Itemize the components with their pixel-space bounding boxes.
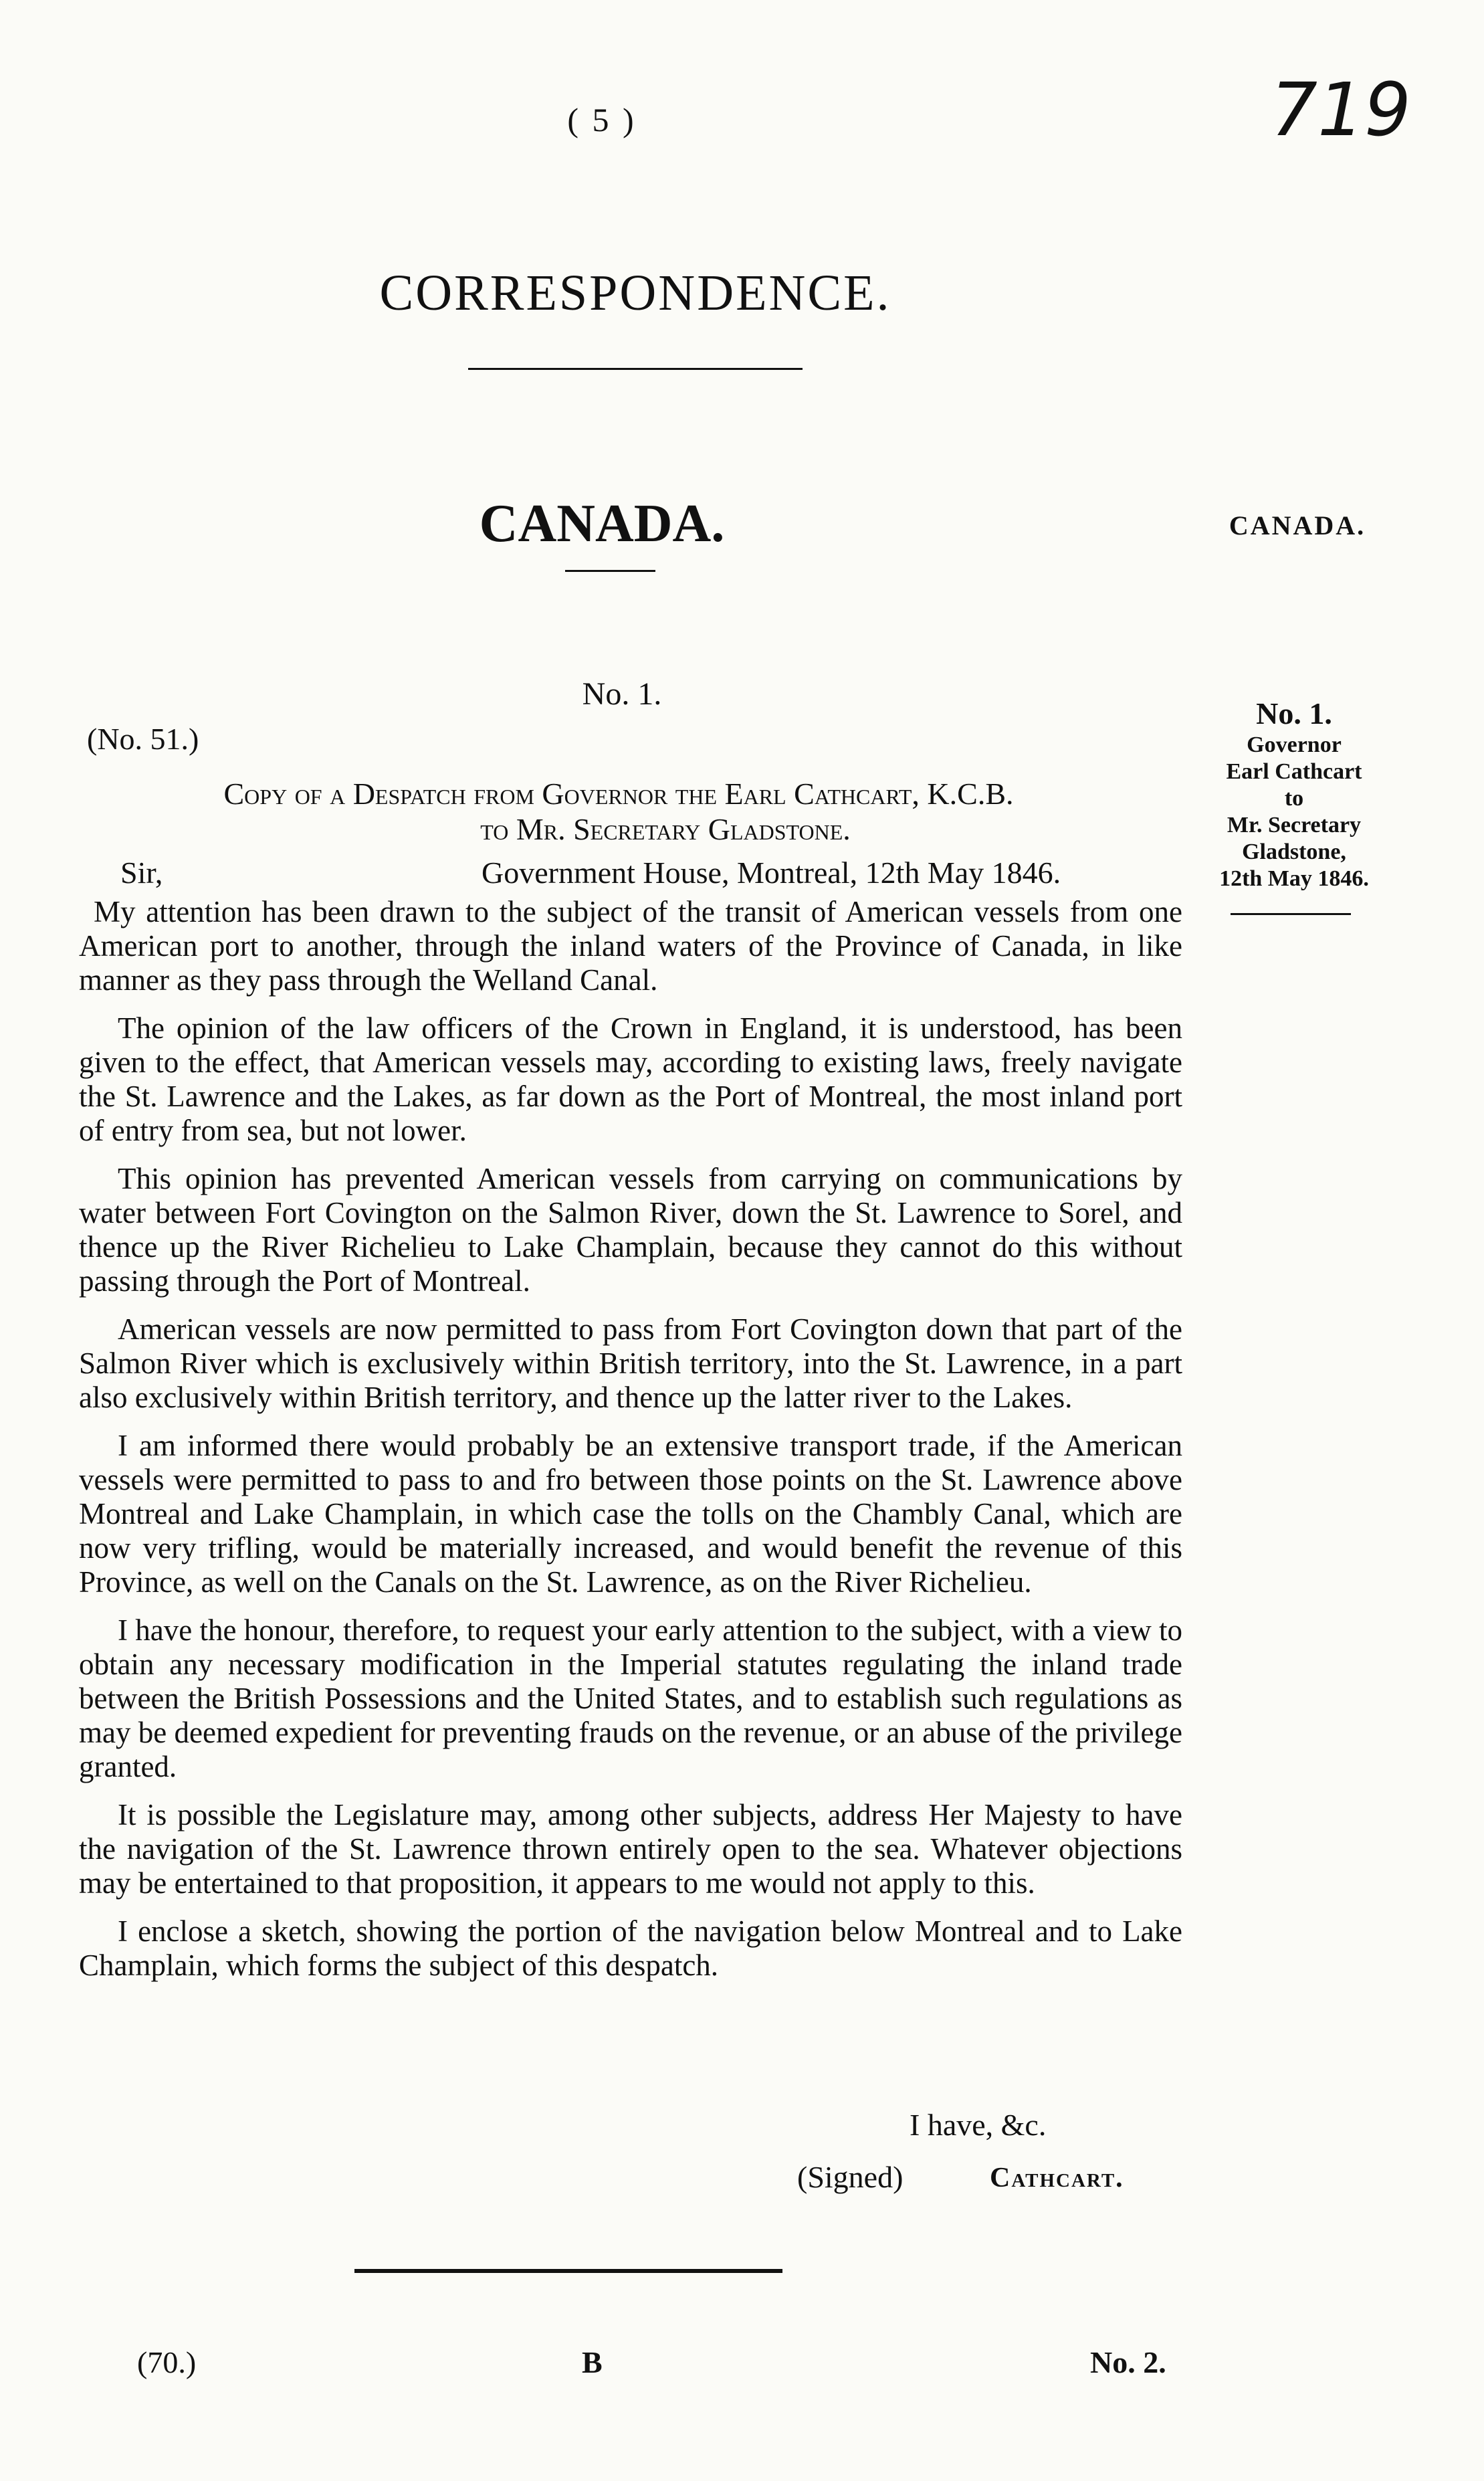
margin-note-line: 12th May 1846. (1219, 866, 1369, 891)
copy-line-1: Copy of a Despatch from Governor the Earl Cathcart, K.C.B. (223, 777, 1014, 811)
margin-note-number: No. 1. (1256, 696, 1332, 730)
page-heading: CORRESPONDENCE. (379, 265, 891, 321)
margin-note-line: to (1284, 786, 1304, 811)
closing-rule (354, 2269, 782, 2273)
paragraph: I am informed there would probably be an extensive transport trade, if the American vessels were permitted to pass to and fro between those points on the St. Lawrence above Montreal and Lake Champlain, in which case the tolls on the Chambly Canal, which are now very trifling, would be materially increased, and would benefit the revenue of this Province, as well on the Canals on the St. Lawrence, as on the River Richelieu. (79, 1429, 1182, 1599)
margin-note-line: Mr. Secretary (1227, 813, 1362, 837)
paragraph: American vessels are now permitted to pass from Fort Covington down that part of the Salmon River which is exclusively within British territory, into the St. Lawrence, in a part also exclusively within British territory, and thence up the latter river to the Lakes. (79, 1312, 1182, 1414)
despatch-body (79, 895, 1182, 1997)
paragraph: It is possible the Legislature may, among other subjects, address Her Majesty to have the navigation of the St. Lawrence thrown entirely open to the sea. Whatever objections may be entertained to that proposition, it appears to me would not apply to this. (79, 1798, 1182, 1900)
paragraph: The opinion of the law officers of the Crown in England, it is understood, has been given to the effect, that American vessels may, according to existing laws, freely navigate the St. Lawrence and the Lakes, as far down as the Port of Montreal, the most inland port of entry from sea, but not lower. (79, 1011, 1182, 1147)
margin-note-line: Earl Cathcart (1226, 759, 1362, 784)
heading-rule (468, 368, 803, 370)
paragraph: This opinion has prevented American vessels from carrying on communications by water between Fort Covington on the Salmon River, down the St. Lawrence to Sorel, and thence up the River Richelieu to Lake Champlain, because they cannot do this without passing through the Port of Montreal. (79, 1162, 1182, 1298)
copy-line-2: to Mr. Secretary Gladstone. (480, 812, 851, 846)
margin-note-rule (1231, 913, 1351, 915)
margin-note (1204, 696, 1384, 892)
footer-catchword: No. 2. (1090, 2345, 1166, 2379)
footer-signature-mark: B (582, 2345, 603, 2379)
signed-label: (Signed) (797, 2160, 904, 2194)
section-rule (565, 570, 655, 572)
despatch-reference: (No. 51.) (87, 722, 199, 756)
page-number: ( 5 ) (567, 101, 637, 138)
despatch-copy-title (100, 776, 1137, 847)
paragraph: My attention has been drawn to the subject of the transit of American vessels from one American port to another, through the inland waters of the Province of Canada, in like manner as they pass through the Welland Canal. (79, 895, 1182, 997)
closing-line: I have, &c. (910, 2108, 1047, 2142)
margin-note-line: Governor (1247, 732, 1342, 757)
section-title: CANADA. (479, 494, 725, 553)
place-date: Government House, Montreal, 12th May 1846. (482, 856, 1061, 890)
signer-name: Cathcart. (990, 2163, 1124, 2193)
footer-print-number: (70.) (137, 2345, 197, 2379)
margin-section-title: CANADA. (1229, 510, 1366, 540)
despatch-number: No. 1. (582, 676, 662, 712)
paragraph: I have the honour, therefore, to request your early attention to the subject, with a view to obtain any necessary modification in the Imperial statutes regulating the inland trade between the British Possessions and the United States, and to establish such regulations as may be deemed expedient for preventing frauds on the revenue, or an abuse of the privilege granted. (79, 1613, 1182, 1783)
salutation: Sir, (120, 856, 163, 890)
margin-note-line: Gladstone, (1242, 839, 1346, 864)
paragraph: I enclose a sketch, showing the portion of the navigation below Montreal and to Lake Champlain, which forms the subject of this despatch. (79, 1914, 1182, 1982)
folio-number: 719 (1271, 67, 1411, 153)
